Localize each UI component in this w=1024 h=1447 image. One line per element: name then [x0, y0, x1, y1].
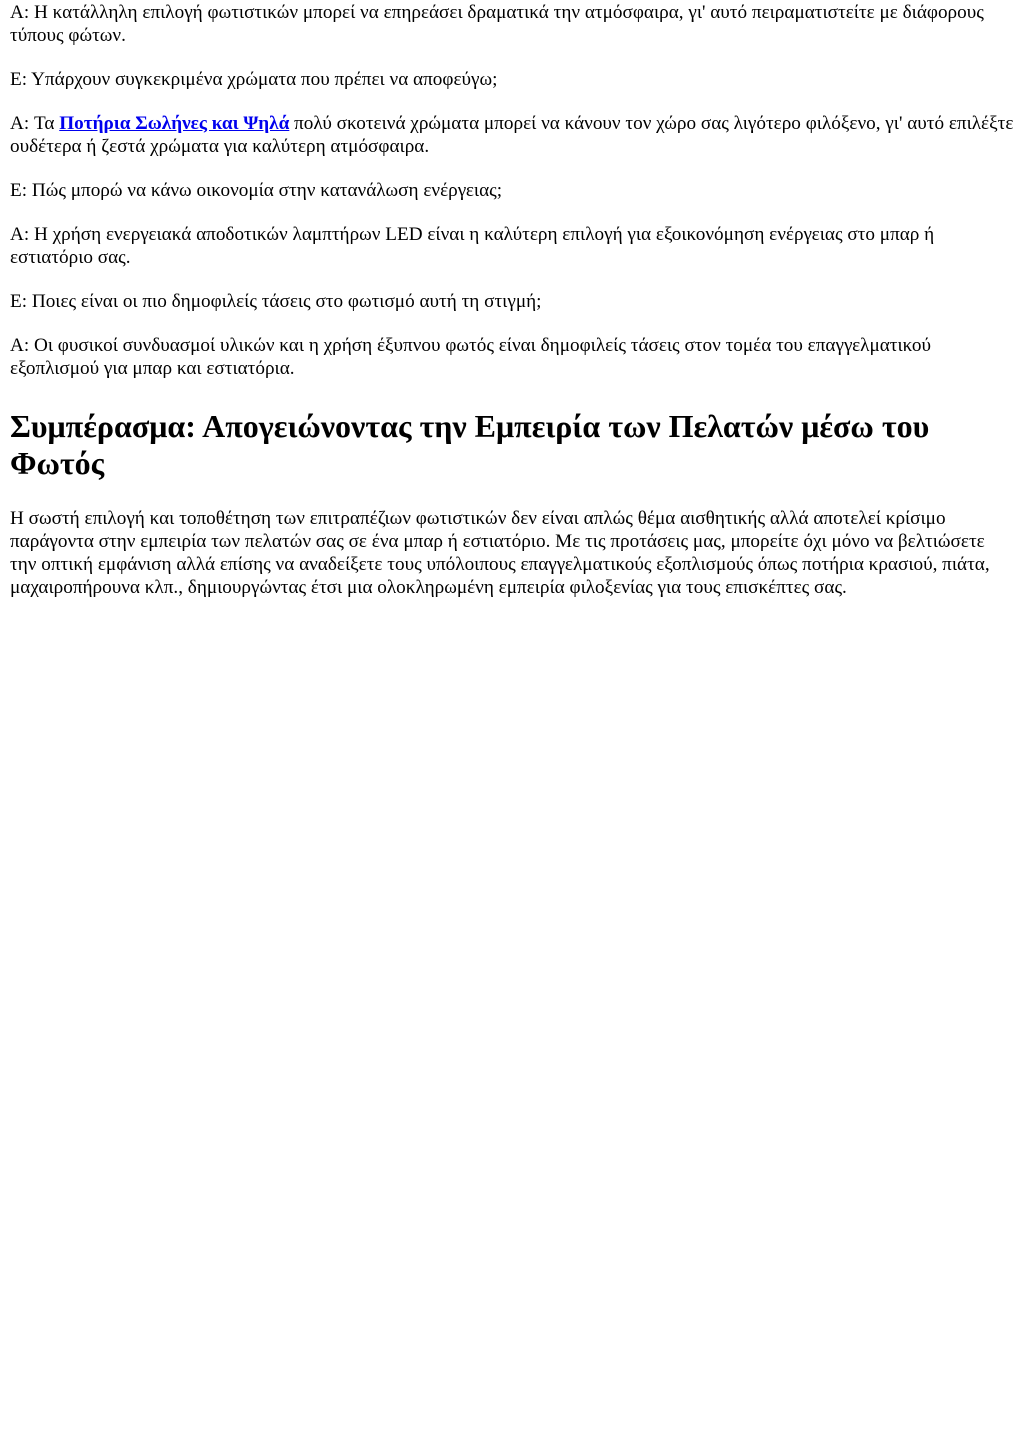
faq-question-colors: Ε: Υπάρχουν συγκεκριμένα χρώματα που πρέπει να αποφεύγω; [10, 69, 498, 90]
faq-answer-colors-prefix: A: Τα [10, 113, 60, 134]
conclusion-heading: Συμπέρασμα: Απογειώνοντας την Εμπειρία των Πελατών μέσω του Φωτός [10, 408, 930, 481]
faq-question-energy: Ε: Πώς μπορώ να κάνω οικονομία στην κατανάλωση ενέργειας; [10, 180, 503, 201]
faq-question-trends: Ε: Ποιες είναι οι πιο δημοφιλείς τάσεις στο φωτισμό αυτή τη στιγμή; [10, 291, 542, 312]
faq-answer-trends: A: Οι φυσικοί συνδυασμοί υλικών και η χρήση έξυπνου φωτός είναι δημοφιλείς τάσεις στον τομέα του επαγγελματικού εξοπλισμού για μπαρ και εστιατόρια. [10, 335, 932, 379]
glasses-tall-link[interactable]: Ποτήρια Σωλήνες και Ψηλά [59, 113, 290, 134]
document-page [0, 1, 1024, 599]
faq-answer-colors [10, 112, 1014, 158]
conclusion-body: Η σωστή επιλογή και τοποθέτηση των επιτραπέζιων φωτιστικών δεν είναι απλώς θέμα αισθητικής αλλά αποτελεί κρίσιμο παράγοντα στην εμπειρία των πελατών σας σε ένα μπαρ ή εστιατόριο. Με τις προτάσεις μας, μπορείτε όχι μόνο να βελτιώσετε την οπτική εμφάνιση αλλά επίσης να αναδείξετε τους υπόλοιπους επαγγελματικούς εξοπλισμούς όπως ποτήρια κρασιού, πιάτα, μαχαιροπήρουνα κλπ., δημιουργώντας έτσι μια ολοκληρωμένη εμπειρία φιλοξενίας για τους επισκέπτες σας. [10, 508, 990, 598]
faq-answer-colors-suffix: πολύ σκοτεινά χρώματα μπορεί να κάνουν τον χώρο σας λιγότερο φιλόξενο, γι' αυτό επιλέξτε ουδέτερα ή ζεστά χρώματα για καλύτερη ατμόσφαιρα. [10, 113, 1014, 157]
faq-answer-energy: A: Η χρήση ενεργειακά αποδοτικών λαμπτήρων LED είναι η καλύτερη επιλογή για εξοικονόμηση ενέργειας στο μπαρ ή εστιατόριο σας. [10, 224, 935, 268]
faq-answer-lighting-choice: A: Η κατάλληλη επιλογή φωτιστικών μπορεί να επηρεάσει δραματικά την ατμόσφαιρα, γι' αυτό πειραματιστείτε με διάφορους τύπους φώτων. [10, 2, 984, 46]
